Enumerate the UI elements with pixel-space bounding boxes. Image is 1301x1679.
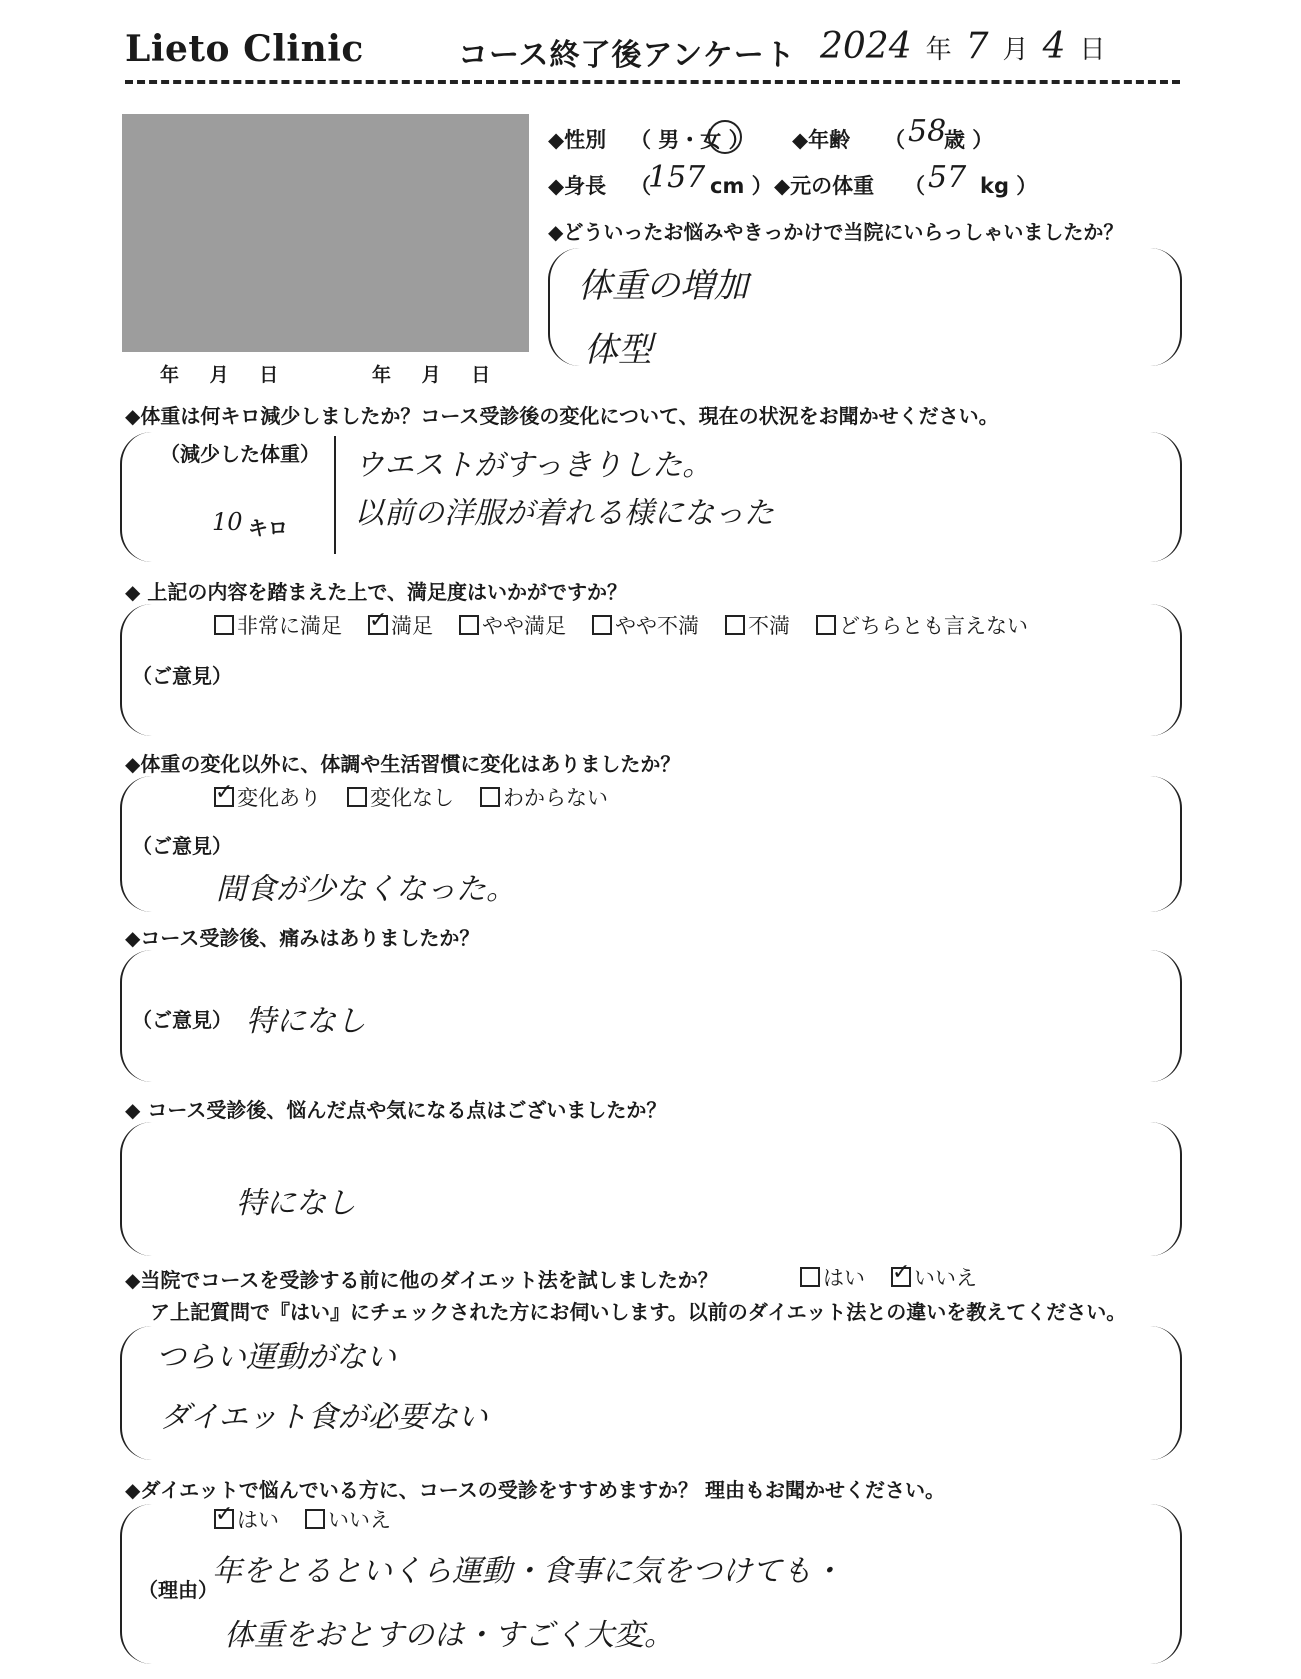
recommend-options xyxy=(214,1504,417,1534)
pain-bracket-right xyxy=(1150,950,1182,1082)
lifestyle-opinion-label: （ご意見） xyxy=(132,834,232,858)
concerns-answer: 特になし xyxy=(236,1186,356,1221)
date-month: 7 xyxy=(965,26,989,67)
satisfaction-question: ◆ 上記の内容を踏まえた上で、満足度はいかがですか？ xyxy=(125,580,627,604)
photo-placeholder xyxy=(122,114,529,352)
satisfaction-option[interactable]: 非常に満足 xyxy=(214,610,342,640)
recommend-answer-line1: 年をとるといくら運動・食事に気をつけても・ xyxy=(212,1554,842,1589)
lifestyle-question: ◆体重の変化以外に、体調や生活習慣に変化はありましたか？ xyxy=(125,752,681,776)
after-photo-date: 年 月 日 xyxy=(372,364,491,386)
gender-options: （ 男・女 ） xyxy=(630,128,750,152)
survey-date xyxy=(820,26,1119,67)
recommend-option[interactable]: いいえ xyxy=(305,1504,391,1534)
weight-loss-label: （減少した体重） xyxy=(160,442,320,466)
satisfaction-bracket-right xyxy=(1150,604,1182,736)
weight-loss-bracket-right xyxy=(1150,432,1182,562)
weight-label: ◆元の体重 xyxy=(774,174,875,198)
recommend-bracket-right xyxy=(1150,1504,1182,1664)
before-photo-date: 年 月 日 xyxy=(160,364,279,386)
checkbox-icon[interactable] xyxy=(800,1267,820,1287)
reason-answer-line2: 体型 xyxy=(584,330,652,370)
age-value: 58 xyxy=(908,114,947,149)
other-diets-bracket-right xyxy=(1150,1326,1182,1460)
pain-answer: 特になし xyxy=(246,1004,366,1039)
weight-loss-bracket-left xyxy=(120,432,152,562)
weight-loss-divider xyxy=(334,436,336,554)
height-open: （ xyxy=(630,174,651,198)
day-unit: 日 xyxy=(1079,35,1106,65)
satisfaction-option[interactable]: 不満 xyxy=(725,610,790,640)
weight-unit: kg ） xyxy=(980,174,1038,198)
age-unit: 歳 ） xyxy=(944,128,994,152)
checkbox-icon[interactable] xyxy=(347,787,367,807)
height-value: 157 xyxy=(648,160,706,195)
satisfaction-option-selected[interactable]: ✓ 満足 xyxy=(368,610,433,640)
checkbox-icon[interactable] xyxy=(725,615,745,635)
pain-question: ◆コース受診後、痛みはありましたか？ xyxy=(125,926,480,950)
lifestyle-answer: 間食が少なくなった。 xyxy=(216,872,516,907)
pain-opinion-label: （ご意見） xyxy=(132,1008,232,1032)
satisfaction-options xyxy=(214,610,1054,640)
lifestyle-bracket-right xyxy=(1150,776,1182,912)
recommend-answer-line2: 体重をおとすのは・すごく大変。 xyxy=(224,1618,674,1653)
weight-loss-unit: キロ xyxy=(248,516,288,540)
checkbox-icon[interactable] xyxy=(592,615,612,635)
reason-answer-line1: 体重の増加 xyxy=(578,266,748,306)
other-diets-bracket-left xyxy=(120,1326,152,1460)
height-unit: cm ） xyxy=(710,174,773,198)
year-unit: 年 xyxy=(925,35,952,65)
checkbox-checked-icon[interactable] xyxy=(214,1509,234,1529)
weight-loss-value: 10 xyxy=(212,508,243,536)
clinic-brand: Lieto Clinic xyxy=(125,28,364,70)
weight-open: （ xyxy=(904,174,925,198)
checkbox-icon[interactable] xyxy=(816,615,836,635)
lifestyle-options xyxy=(214,782,634,812)
other-diets-option-selected[interactable]: ✓ いいえ xyxy=(891,1262,977,1292)
weight-loss-question: ◆体重は何キロ減少しましたか？コース受診後の変化について、現在の状況をお聞かせください。 xyxy=(125,404,999,428)
checkbox-icon[interactable] xyxy=(214,615,234,635)
weight-loss-answer-line1: ウエストがすっきりした。 xyxy=(354,448,713,483)
month-unit: 月 xyxy=(1002,35,1029,65)
other-diets-answer-line2: ダイエット食が必要ない xyxy=(160,1400,488,1435)
checkbox-icon[interactable] xyxy=(480,787,500,807)
concerns-bracket-right xyxy=(1150,1122,1182,1256)
lifestyle-option-selected[interactable]: ✓変化あり xyxy=(214,782,321,812)
satisfaction-opinion-label: （ご意見） xyxy=(132,664,232,688)
satisfaction-option[interactable]: やや不満 xyxy=(592,610,699,640)
satisfaction-option[interactable]: どちらとも言えない xyxy=(816,610,1028,640)
recommend-option-selected[interactable]: ✓はい xyxy=(214,1504,279,1534)
checkbox-icon[interactable] xyxy=(459,615,479,635)
reason-bracket-left xyxy=(548,248,580,366)
checkbox-checked-icon[interactable] xyxy=(368,615,388,635)
gender-label: ◆性別 xyxy=(548,128,607,152)
reason-bracket-right xyxy=(1150,248,1182,366)
age-label: ◆年齢 xyxy=(792,128,851,152)
recommend-reason-label: （理由） xyxy=(138,1578,218,1602)
other-diets-answer-line1: つらい運動がない xyxy=(156,1340,396,1375)
checkbox-icon[interactable] xyxy=(305,1509,325,1529)
satisfaction-option[interactable]: やや満足 xyxy=(459,610,566,640)
checkbox-checked-icon[interactable] xyxy=(214,787,234,807)
weight-value: 57 xyxy=(928,160,967,195)
height-label: ◆身長 xyxy=(548,174,607,198)
other-diets-question: ◆当院でコースを受診する前に他のダイエット法を試しましたか？ xyxy=(125,1268,718,1292)
concerns-question: ◆ コース受診後、悩んだ点や気になる点はございましたか？ xyxy=(125,1098,667,1122)
checkbox-checked-icon[interactable] xyxy=(891,1267,911,1287)
concerns-bracket-left xyxy=(120,1122,152,1256)
document-title: コース終了後アンケート xyxy=(458,38,796,73)
lifestyle-option[interactable]: 変化なし xyxy=(347,782,454,812)
gender-selected-circle xyxy=(708,120,742,154)
other-diets-followup: ア上記質問で『はい』にチェックされた方にお伺いします。以前のダイエット法との違いを教えてください。 xyxy=(150,1300,1127,1324)
other-diets-option[interactable]: はい xyxy=(800,1262,865,1292)
date-year: 2024 xyxy=(820,26,912,67)
other-diets-options xyxy=(800,1262,1003,1292)
header-divider xyxy=(125,80,1180,84)
recommend-question: ◆ダイエットで悩んでいる方に、コースの受診をすすめますか？ 理由もお聞かせください。 xyxy=(125,1478,945,1502)
lifestyle-option[interactable]: わからない xyxy=(480,782,608,812)
weight-loss-answer-line2: 以前の洋服が着れる様になった xyxy=(354,496,774,531)
date-day: 4 xyxy=(1042,26,1066,67)
age-open: （ xyxy=(884,128,905,152)
reason-question: ◆どういったお悩みやきっかけで当院にいらっしゃいましたか？ xyxy=(548,220,1124,244)
